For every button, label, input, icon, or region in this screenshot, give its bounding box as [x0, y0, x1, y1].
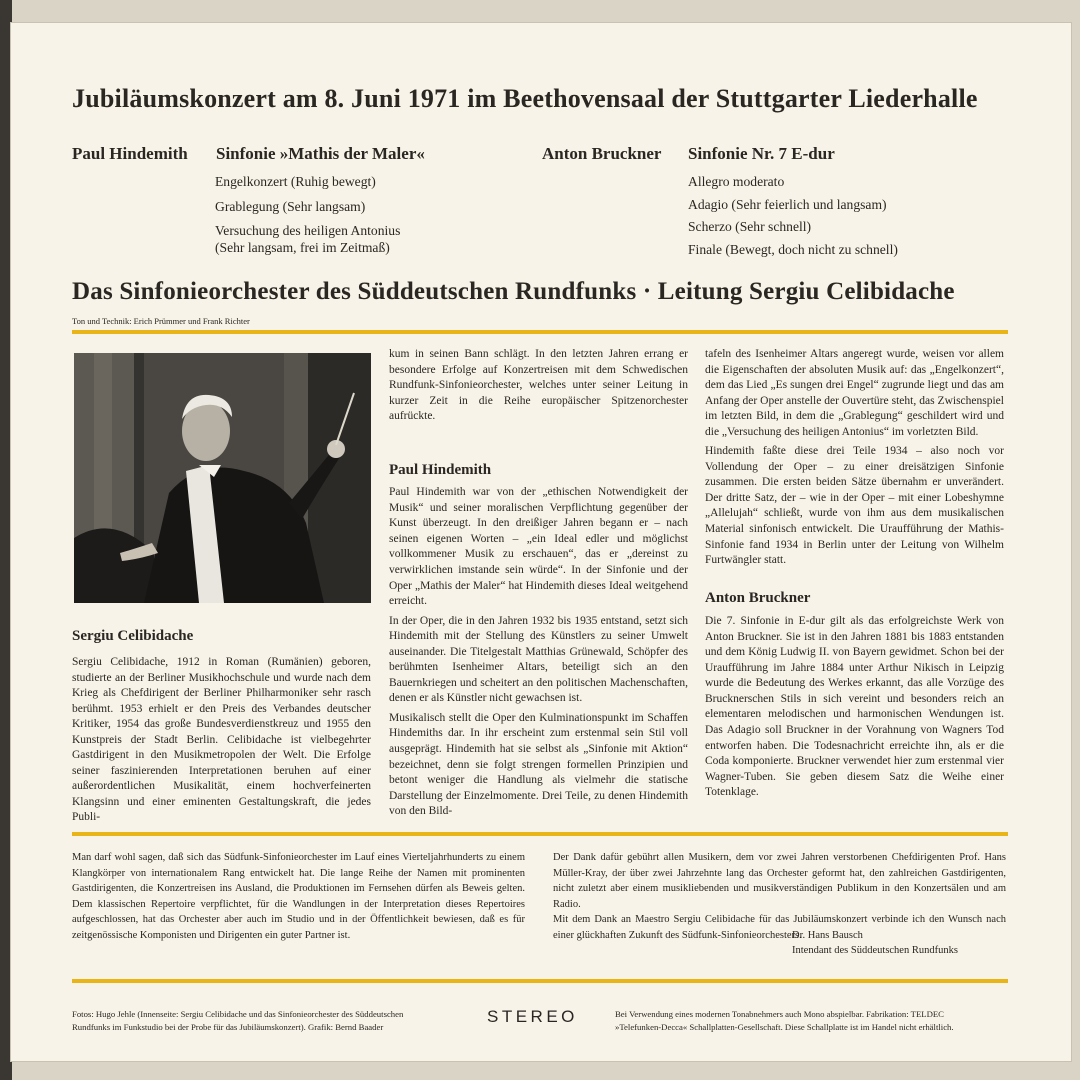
movement-item: Engelkonzert (Ruhig bewegt) [215, 174, 376, 189]
program-right-work: Sinfonie Nr. 7 E-dur [688, 144, 835, 163]
closing-right-text [553, 850, 1006, 944]
paragraph: In der Oper, die in den Jahren 1932 bis 1935 entstand, setzt sich Hindemith mit der Stellung des Künstlers zu seiner Umwelt auseinander. Die Titelgestalt Matthias Grünewald, Schöpfer des berühmten Isenheimer Altars, beteiligt sich an den Bauernkriegen und scheitert an den politischen Machenschaften, denen er als Künstler nicht gewachsen ist. [389, 614, 688, 705]
movement-item: (Sehr langsam, frei im Zeitmaß) [215, 240, 390, 255]
legal-notice [615, 1008, 954, 1033]
orchestra-line: Das Sinfonieorchester des Süddeutschen Rundfunks · Leitung Sergiu Celibidache [72, 278, 955, 305]
rule-middle [72, 832, 1008, 836]
conductor-photo-icon [74, 353, 371, 603]
text-column-3 [705, 347, 1004, 801]
movement-item: Allegro moderato [688, 174, 785, 189]
program-right-movements [688, 171, 898, 261]
paragraph: kum in seinen Bann schlägt. In den letzten Jahren errang er besondere Erfolge auf Konzertreisen mit dem Schwedischen Rundfunk-Sinfonieorchester, welches unter seiner Leitung in kurzer Zeit in die Reihe europäischer Spitzenorchester aufrückte. [389, 348, 688, 423]
legal-notice-line: »Telefunken-Decca« Schallplatten-Gesellschaft. Diese Schallplatte ist im Handel nicht erhältlich. [615, 1021, 954, 1032]
paragraph: Sergiu Celibidache, 1912 in Roman (Rumänien) geboren, studierte an der Berliner Musikhochschule und wurde nach dem Krieg als Chefdirigent der Berliner Philharmoniker sehr rasch berühmt. 1953 erhielt er den Preis des Verbandes deutscher Kritiker, 1954 das große Bundesverdienstkreuz und 1955 den Kunstpreis der Stadt Berlin. Celibidache ist vielbegehrter Gastdirigent in den Musikmetropolen der Welt. Die Erfolge seiner faszinierenden Interpretationen beruhen auf einer außerordentlichen Musikalität, einem hochverfeinerten Klangsinn und einer eminenten Gestaltungskraft, die jedes Publi- [72, 656, 371, 824]
rule-bottom [72, 979, 1008, 983]
stereo-label: STEREO [487, 1007, 578, 1026]
section-heading-bruckner: Anton Bruckner [705, 589, 811, 606]
movement-item: Versuchung des heiligen Antonius [215, 223, 401, 238]
program-left-composer: Paul Hindemith [72, 144, 188, 163]
photo-credits-line: Rundfunks im Funkstudio bei der Probe für das Jubiläumskonzert). Grafik: Bernd Baader [72, 1021, 384, 1032]
program-left-work: Sinfonie »Mathis der Maler« [216, 144, 425, 163]
program-left-movements [215, 171, 400, 256]
movement-item: Scherzo (Sehr schnell) [688, 219, 812, 234]
paragraph: tafeln des Isenheimer Altars angeregt wurde, weisen vor allem die Eigenschaften der absoluten Musik auf: das „Engelkonzert“, dem das Lied „Es sungen drei Engel“ zugrunde liegt und das am Anfang der Oper anstelle der Ouvertüre steht, das Zwischenspiel im letzten Bild, in dem die „Grablegung“ geschildert wird und die „Versuchung des heiligen Antonius“ im vorletzten Bild. [705, 348, 1004, 438]
rule-top [72, 330, 1008, 334]
movement-item: Adagio (Sehr feierlich und langsam) [688, 196, 887, 212]
signature-name: Dr. Hans Bausch [792, 930, 863, 941]
paragraph: Musikalisch stellt die Oper den Kulminationspunkt im Schaffen Hindemiths dar. In ihr erscheint zum erstenmal sein Stil voll ausgeprägt. Hindemith hat sie selbst als „Sinfonie mit Aktion“ bezeichnet, denn sie folgt strengen formellen Prinzipien und betont weniger die Handlung als vielmehr die statische Darstellung der Einzelmomente. Drei Teile, zu denen Hindemith von den Bild- [389, 711, 688, 818]
conductor-photo [74, 353, 371, 603]
paragraph: Der Dank dafür gebührt allen Musikern, dem vor zwei Jahren verstorbenen Chefdirigenten Prof. Hans Müller-Kray, der über zwei Jahrzehnte lang das Orchester geformt hat, den zahlreichen Gastdirigenten, nicht zuletzt aber einem musikliebenden und musikverständigen Publikum in den Konzertsälen und am Radio. [553, 852, 1006, 910]
paragraph: Hindemith faßte diese drei Teile 1934 – also noch vor Vollendung der Oper – zu einer dreisätzigen Sinfonie zusammen. Die ersten beiden Sätze übernahm er unverändert. Der dritte Satz, der – wie in der Oper – mit einer Lobeshymne „Allelujah“ schließt, wurde von ihm aus dem musikalischen Material sinfonisch entwickelt. Die Uraufführung der Mathis-Sinfonie fand 1934 in Berlin unter der Leitung von Wilhelm Furtwängler statt. [705, 445, 1004, 567]
movement-item: Finale (Bewegt, doch nicht zu schnell) [688, 241, 898, 257]
legal-notice-line: Bei Verwendung eines modernen Tonabnehmers auch Mono abspielbar. Fabrikation: TELDEC [615, 1009, 944, 1019]
photo-credits-line: Fotos: Hugo Jehle (Innenseite: Sergiu Celibidache und das Sinfonieorchester des Süddeutschen [72, 1009, 404, 1019]
section-heading-hindemith: Paul Hindemith [389, 461, 492, 478]
sound-credits: Ton und Technik: Erich Prümmer und Frank Richter [72, 316, 250, 326]
photo-credits [72, 1008, 482, 1033]
concert-title: Jubiläumskonzert am 8. Juni 1971 im Beethovensaal der Stuttgarter Liederhalle [72, 84, 978, 113]
paragraph: Mit dem Dank an Maestro Sergiu Celibidache für das Jubiläumskonzert verbinde ich den Wunsch nach einer glückhaften Zukunft des Südfunk-Sinfonieorchesters. [553, 914, 1006, 941]
text-column-2 [389, 347, 688, 820]
program-right-composer: Anton Bruckner [542, 144, 662, 163]
paragraph: Paul Hindemith war von der „ethischen Notwendigkeit der Musik“ und seiner moralischen Verpflichtung gegenüber der Kunst überzeugt. In den dreißiger Jahren begann er – nach seinen eigenen Worten – „ein Ideal edler und möglichst vollkommener Musik zu erschauen“, das er „dereinst zu verwirklichen imstande sein würde“. In der Sinfonie und der Oper „Mathis der Maler“ hat Hindemith dieses Ideal weitgehend erreicht. [389, 486, 688, 608]
paragraph: Die 7. Sinfonie in E-dur gilt als das erfolgreichste Werk von Anton Bruckner. Sie ist in den Jahren 1881 bis 1883 entstanden und dem König Ludwig II. von Bayern gewidmet. Schon bei der Uraufführung im Jahre 1884 unter Arthur Nikisch in Leipzig wurde die Bedeutung des Werkes erkannt, das alle Vorzüge des Brucknerschen Stils in sich vereint und besonders reich an elementaren melodischen und harmonischen Wendungen ist. Das Adagio soll Bruckner in der Vorahnung von Wagners Tod entworfen haben. Die Todesnachricht erreichte ihn, als er die Coda komponierte. Bruckner verwendet hier zum erstenmal vier Wagner-Tuben. Sie geben diesem Satz die Weihe einer Totenklage. [705, 615, 1004, 799]
signature-title: Intendant des Süddeutschen Rundfunks [792, 945, 958, 956]
movement-item: Grablegung (Sehr langsam) [215, 198, 366, 214]
closing-left-text: Man darf wohl sagen, daß sich das Südfunk-Sinfonieorchester im Lauf eines Vierteljahrhunderts zu einem Klangkörper von internationalem Rang entwickelt hat. Die lange Reihe der Namen mit prominenten Gastdirigenten, die Konzertreisen ins Ausland, die Produktionen im Fernsehen dürfen als Beweis gelten. Dem klassischen Repertoire verpflichtet, für die Wandlungen in der Interpretation dieses Repertoires aufgeschlossen, hat das Orchester aber auch im Studio und in der Öffentlichkeit bewiesen, daß es für zeitgenössische Komponisten und Dirigenten ein guter Partner ist. [72, 852, 525, 941]
text-column-1 [72, 655, 371, 826]
section-heading-celibidache: Sergiu Celibidache [72, 628, 194, 644]
